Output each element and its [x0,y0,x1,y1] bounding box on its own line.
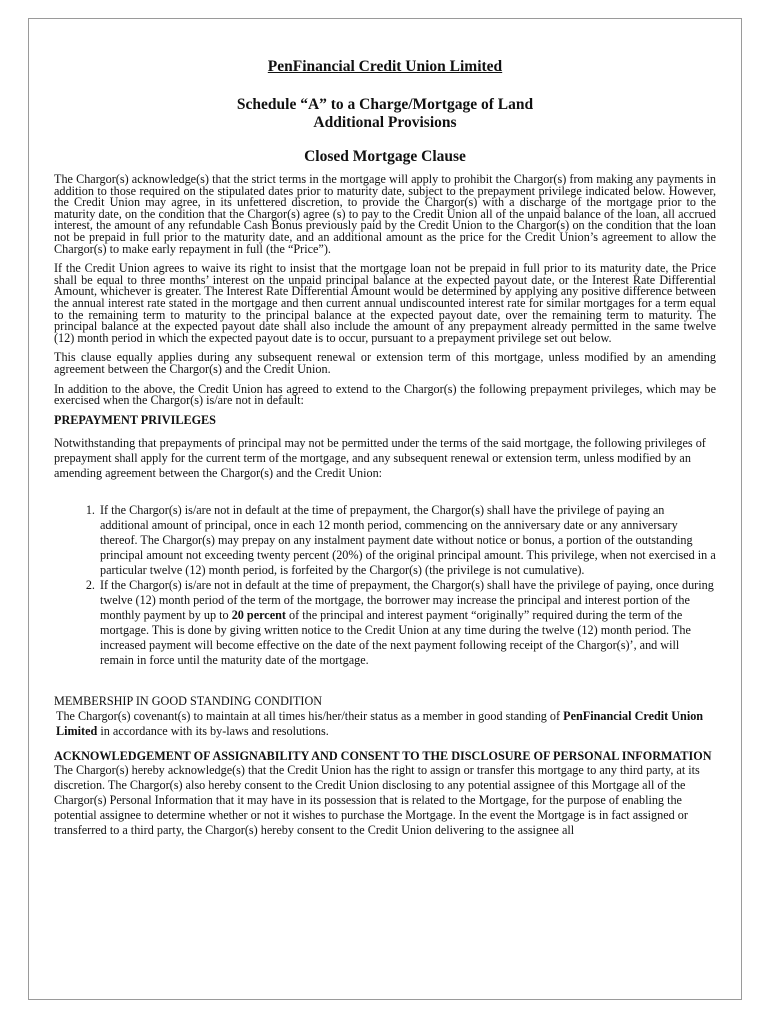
prepayment-list [54,503,716,668]
paragraph-prepayment-intro: In addition to the above, the Credit Union has agreed to extend to the Chargor(s) the following prepayment privileges, which may be exercised when the Chargor(s) is/are not in default: [54,381,716,408]
list-item [98,503,716,578]
clause-title: Closed Mortgage Clause [304,148,466,165]
acknowledgement-heading: ACKNOWLEDGEMENT OF ASSIGNABILITY AND CONSENT TO THE DISCLOSURE OF PERSONAL INFORMATION [54,749,712,764]
prepayment-heading: PREPAYMENT PRIVILEGES [54,412,216,427]
list-item [98,578,716,668]
membership-text-b: in accordance with its by-laws and resolutions. [97,724,329,739]
acknowledgement-paragraph: The Chargor(s) hereby acknowledge(s) that the Credit Union has the right to assign or transfer this mortgage to any third party, at its discretion. The Chargor(s) also hereby consent to the Credit Union disclosing to any potential assignee of this Mortgage all of the Chargor(s) Personal Information that it may have in its possession that is related to the Mortgage, for the purpose of enabling the potential assignee to determine whether or not it wishes to purchase the Mortgage. In the event the Mortgage is in fact assigned or transferred to a third party, the Chargor(s) hereby consent to the Credit Union delivering to the assignee all [54,763,700,838]
paragraph-closed-mortgage: The Chargor(s) acknowledge(s) that the strict terms in the mortgage will apply to prohibit the Chargor(s) from making any payments in addition to those required on the stipulated dates prior to maturity date, subject to the prepayment privilege indicated below. However, the Credit Union may agree, in its unfettered discretion, to provide the Chargor(s) with a discharge of the mortgage prior to the maturity date, on the condition that the Chargor(s) agree (s) to pay to the Credit Union all of the unpaid balance of the loan, all accrued interest, the amount of any refundable Cash Bonus previously paid by the Credit Union to the Chargor(s) on the condition that the loan not be prepaid in full prior to the maturity date, and an additional amount as the price for the Credit Union’s agreement to allow the Chargor(s) to make early repayment in full (the “Price”). [54,172,716,256]
document-title: PenFinancial Credit Union Limited [267,58,503,75]
list-item-text-a: If the Chargor(s) is/are not in default at the time of prepayment, the Chargor(s) shall have the privilege of paying, once during twelve (12) month period of the term of the mortgage, the borrower may increase the principal and interest portion of the monthly payment by up to [100,578,714,623]
paragraph-prepayment-privileges: Notwithstanding that prepayments of principal may not be permitted under the terms of the said mortgage, the following privileges of prepayment shall apply for the current term of the mortgage, and any subsequent renewal or extension term, unless modified by an amending agreement between the Chargor(s) and the Credit Union: [54,436,706,481]
document-body [54,58,716,838]
list-item-text: If the Chargor(s) is/are not in default at the time of prepayment, the Chargor(s) shall have the privilege of paying an additional amount of principal, once in each 12 month period, commencing on the anniversary date or any anniversary thereof. The Chargor(s) may prepay on any instalment payment date without notice or bonus, a portion of the outstanding principal amount not exceeding twenty percent (20%) of the original principal amount. This privilege, when not exercised in a particular twelve (12) month period, is forfeited by the Chargor(s) (the privilege is not cumulative). [100,503,716,578]
list-item-emphasis: 20 percent [231,608,286,623]
list-item-text-b: of the principal and interest payment “originally” required during the term of the mortgage. This is done by giving written notice to the Credit Union at any time during the twelve (12) month period. The increased payment will become effective on the date of the next payment following receipt of the Chargor(s)’, and will remain in force until the maturity date of the mortgage. [100,608,691,668]
membership-paragraph [54,709,716,739]
schedule-subtitle: Additional Provisions [313,114,457,131]
membership-heading: MEMBERSHIP IN GOOD STANDING CONDITION [54,694,323,709]
schedule-title: Schedule “A” to a Charge/Mortgage of Land [236,96,534,113]
paragraph-price: If the Credit Union agrees to waive its right to insist that the mortgage loan not be prepaid in full prior to its maturity date, the Price shall be equal to three months’ interest on the unpaid principal balance at the expected payout date, or the Interest Rate Differential Amount, whichever is greater. The Interest Rate Differential Amount would be determined by applying any positive difference between the annual interest rate stated in the mortgage and then current annual undiscounted interest rate for similar mortgages for a term equal to the remaining term to maturity to the principal balance at the expected payout date, over the remaining term to maturity. The principal balance at the expected payout date shall also include the amount of any prepayment already permitted in the same twelve (12) month period in which the expected payout date is to occur, pursuant to a prepayment privilege set out below. [54,261,716,345]
membership-text-a: The Chargor(s) covenant(s) to maintain at all times his/her/their status as a member in good standing of [56,709,564,724]
membership-emphasis: PenFinancial Credit Union Limited [56,709,704,739]
paragraph-renewal: This clause equally applies during any subsequent renewal or extension term of this mortgage, unless modified by an amending agreement between the Chargor(s) and the Credit Union. [54,350,716,376]
